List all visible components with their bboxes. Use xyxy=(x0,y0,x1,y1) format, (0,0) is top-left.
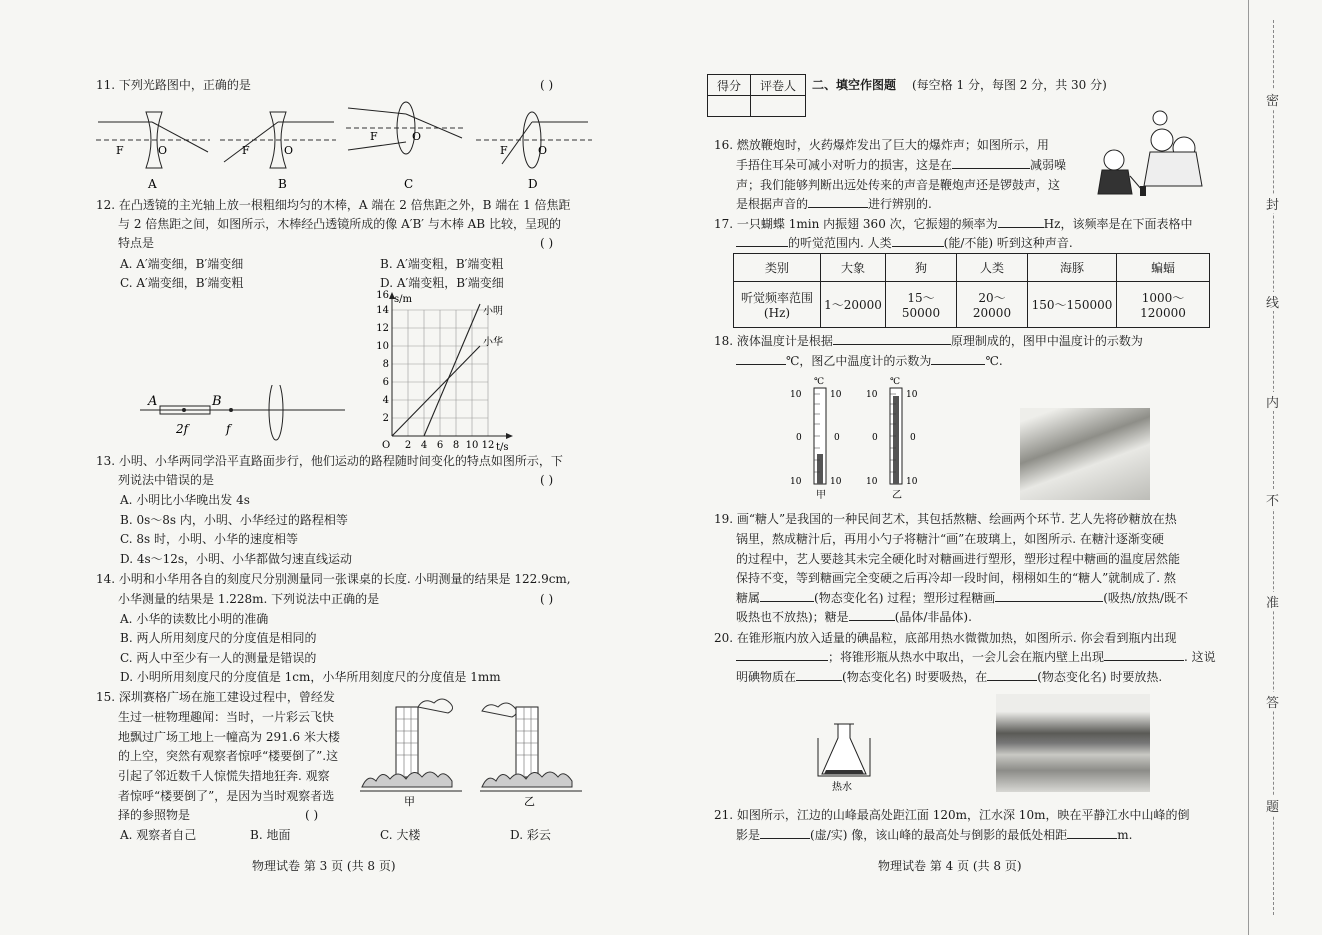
q16-line4-b: 进行辨别的. xyxy=(868,197,932,211)
q17-line1-b: Hz，该频率是在下面表格中 xyxy=(1043,217,1193,231)
ytick-16: 16 xyxy=(376,290,389,301)
graph-ylabel: s/m xyxy=(394,294,412,305)
q15-line7: 择的参照物是 xyxy=(118,808,191,822)
thermo-jia-mid-right: 0 xyxy=(834,433,840,443)
q17-blank-2[interactable] xyxy=(736,246,788,247)
q20-line3 xyxy=(736,668,1162,687)
seal-char-8: 题 xyxy=(1266,796,1279,815)
q21-line2-b: (虚/实) 像，该山峰的最高处与倒影的最低处相距 xyxy=(810,828,1068,842)
xtick-10: 10 xyxy=(465,440,479,451)
q20-line1: 20. 在锥形瓶内放入适量的碘晶粒，底部用热水微微加热，如图所示. 你会看到瓶内出现 xyxy=(714,631,1177,645)
q16-line2-a: 手捂住耳朵可减小对听力的损害，这是在 xyxy=(736,158,953,172)
q19-line1: 19. 画“糖人”是我国的一种民间艺术，其包括熬糖、绘画两个环节. 艺人先将砂糖放在热 xyxy=(714,512,1177,526)
seal-char-7: 答 xyxy=(1266,692,1279,711)
thermo-yi-mid-right: 0 xyxy=(910,433,916,443)
q17-line1 xyxy=(714,215,1192,234)
label-xiaoming: 小明 xyxy=(483,306,503,317)
q19-line5-b: (物态变化名) 过程；塑形过程糖画 xyxy=(814,591,996,605)
q18-line2-b: ℃. xyxy=(985,354,1003,368)
label-xiaohua: 小华 xyxy=(483,337,503,348)
q13-option-a: A. 小明比小华晚出发 4s xyxy=(120,493,250,507)
diagram-a-o-label: O xyxy=(158,144,168,157)
q21-line2 xyxy=(736,826,1132,845)
seal-line-strip xyxy=(1248,0,1322,935)
score-cell-label: 得分 xyxy=(708,75,751,96)
diagram-a xyxy=(96,112,210,191)
score-cell-blank[interactable] xyxy=(708,96,751,117)
xtick-8: 8 xyxy=(452,440,460,451)
q11-lens-diagrams xyxy=(90,100,600,195)
diagram-a-f-label: F xyxy=(116,144,124,157)
q13-option-d: D. 4s～12s，小明、小华都做匀速直线运动 xyxy=(120,552,353,566)
q18-line2-a: ℃，图乙中温度计的示数为 xyxy=(786,354,932,368)
q19-line2: 锅里，熬成糖汁后，再用小勺子将糖汁“画”在玻璃上，如图所示. 在糖汁逐渐变硬 xyxy=(736,532,1164,546)
freq-value-bat: 1000～120000 xyxy=(1117,282,1210,328)
q15-option-a: A. 观察者自己 xyxy=(120,828,197,842)
q20-blank-1[interactable] xyxy=(736,660,828,661)
q18-line1-b: 原理制成的，图甲中温度计的示数为 xyxy=(950,334,1143,348)
q19-line5 xyxy=(736,589,1188,608)
q17-line2-a: 的听觉范围内. 人类 xyxy=(788,236,892,250)
freq-header-category: 类别 xyxy=(734,254,821,282)
q16-line2-b: 减弱噪 xyxy=(1030,158,1067,172)
diagram-b xyxy=(220,112,336,191)
q18-blank-3[interactable] xyxy=(931,364,985,365)
q19-blank-3[interactable] xyxy=(849,620,895,621)
q15-paren: ( ) xyxy=(305,808,319,822)
q21-line2-a: 影是 xyxy=(736,828,761,842)
q12-line3: 特点是 xyxy=(118,236,155,250)
q17-blank-1[interactable] xyxy=(998,227,1044,228)
graph-xlabel: t/s xyxy=(496,442,509,452)
q21-blank-1[interactable] xyxy=(760,838,810,839)
q16-blank-1[interactable] xyxy=(952,168,1030,169)
q16-blank-2[interactable] xyxy=(808,207,868,208)
q20-blank-4[interactable] xyxy=(987,680,1037,681)
thermo-jia-unit: ℃ xyxy=(814,377,825,387)
q14-paren: ( ) xyxy=(540,592,554,606)
q20-line3-c: (物态变化名) 时要放热. xyxy=(1037,670,1163,684)
q20-line3-b: (物态变化名) 时要吸热，在 xyxy=(842,670,988,684)
thermo-jia-top-left: 10 xyxy=(790,390,802,400)
right-page-footer: 物理试卷 第 4 页 (共 8 页) xyxy=(878,859,1022,873)
thermo-jia-label: 甲 xyxy=(816,490,826,501)
rod-f-label: f xyxy=(226,422,231,436)
q12-rod-figure xyxy=(140,385,350,445)
thermo-jia-mid-left: 0 xyxy=(796,433,802,443)
q14-option-d: D. 小明所用刻度尺的分度值是 1cm，小华所用刻度尺的分度值是 1mm xyxy=(120,670,501,684)
q14-option-b: B. 两人所用刻度尺的分度值是相同的 xyxy=(120,631,317,645)
q15-line2: 生过一桩物理趣闻：当时，一片彩云飞快 xyxy=(118,710,335,724)
thermo-yi-top-left: 10 xyxy=(866,390,878,400)
q12-option-c: C. A′端变细，B′端变粗 xyxy=(120,276,244,290)
thermo-yi-bottom-right: 10 xyxy=(906,477,918,487)
q15-building-figures xyxy=(358,695,588,807)
diagram-c-o-label: O xyxy=(412,130,422,143)
thermometer-jia xyxy=(790,377,842,501)
xtick-2: 2 xyxy=(404,440,412,451)
diagram-b-label: B xyxy=(278,177,287,191)
thermo-jia-top-right: 10 xyxy=(830,390,842,400)
q17-line2 xyxy=(736,234,1073,253)
freq-row-label-2: (Hz) xyxy=(763,306,791,320)
freq-value-dolphin: 150～150000 xyxy=(1028,282,1117,328)
diagram-c xyxy=(346,102,464,191)
q19-line5-c: (吸热/放热/既不 xyxy=(1103,591,1188,605)
firecracker-illustration xyxy=(1090,100,1222,200)
q18-line1-a: 18. 液体温度计是根据 xyxy=(714,334,833,348)
freq-value-dog: 15～50000 xyxy=(886,282,957,328)
q16-line2 xyxy=(736,156,1066,175)
diagram-c-f-label: F xyxy=(370,130,378,143)
line-xiaoming xyxy=(424,304,480,436)
q19-line5-a: 糖属 xyxy=(736,591,761,605)
q13-st-graph xyxy=(370,290,520,452)
q13-option-b: B. 0s～8s 内，小明、小华经过的路程相等 xyxy=(120,513,348,527)
thermo-yi-top-right: 10 xyxy=(906,390,918,400)
thermo-yi-mid-left: 0 xyxy=(872,433,878,443)
q12-line2: 与 2 倍焦距之间，如图所示，木棒经凸透镜所成的像 A′B′ 与木棒 AB 比较，呈现的 xyxy=(118,217,561,231)
q18-line1 xyxy=(714,332,1143,351)
ytick-10: 10 xyxy=(376,341,389,352)
ytick-2: 2 xyxy=(382,413,389,424)
rod-a-label: A xyxy=(148,394,158,409)
thermo-jia-bottom-right: 10 xyxy=(830,477,842,487)
xtick-12: 12 xyxy=(481,440,495,451)
q12-option-d: D. A′端变粗，B′端变细 xyxy=(380,276,504,290)
q18-blank-1[interactable] xyxy=(833,344,951,345)
left-page-footer: 物理试卷 第 3 页 (共 8 页) xyxy=(252,859,396,873)
diagram-b-f-label: F xyxy=(242,144,250,157)
q15-line6: 者惊呼“楼要倒了”，是因为当时观察者选 xyxy=(118,789,335,803)
diagram-c-label: C xyxy=(404,177,414,191)
seal-char-5: 不 xyxy=(1266,490,1279,509)
q19-line6-a: 吸热也不放热)；糖是 xyxy=(736,610,849,624)
q15-line5: 引起了邻近数千人惊慌失措地狂奔. 观察 xyxy=(118,769,330,783)
section-title: 二、填空作图题 xyxy=(812,78,897,92)
q21-line1: 21. 如图所示，江边的山峰最高处距江面 120m，江水深 10m，映在平静江水中山峰的倒 xyxy=(714,808,1190,822)
thermo-yi-label: 乙 xyxy=(892,490,902,501)
thermometers xyxy=(786,374,936,502)
q16-line4-a: 是根据声音的 xyxy=(736,197,809,211)
seal-char-3: 线 xyxy=(1266,292,1279,311)
rod-2f-label: 2f xyxy=(176,422,189,436)
q18-blank-2[interactable] xyxy=(736,364,786,365)
seal-dashed-line xyxy=(1273,20,1275,915)
q15-option-b: B. 地面 xyxy=(250,828,291,842)
building-yi xyxy=(480,703,582,807)
q17-blank-3[interactable] xyxy=(892,246,944,247)
ytick-8: 8 xyxy=(382,359,389,370)
q12-paren: ( ) xyxy=(540,236,554,250)
sugar-painting-photo xyxy=(1020,408,1150,500)
q19-line6 xyxy=(736,608,972,627)
q16-line1: 16. 燃放鞭炮时，火药爆炸发出了巨大的爆炸声；如图所示，用 xyxy=(714,138,1049,152)
grader-cell-blank[interactable] xyxy=(751,96,806,117)
q16-line4 xyxy=(736,195,932,214)
q11-paren: ( ) xyxy=(540,78,554,92)
xtick-4: 4 xyxy=(420,440,428,451)
q13-line2: 列说法中错误的是 xyxy=(118,473,215,487)
freq-header-human: 人类 xyxy=(957,254,1028,282)
q14-line2: 小华测量的结果是 1.228m. 下列说法中正确的是 xyxy=(118,592,380,606)
q19-blank-1[interactable] xyxy=(760,601,814,602)
flask-figure xyxy=(812,720,878,798)
diagram-d-f-label: F xyxy=(500,144,508,157)
q18-line2 xyxy=(736,352,1003,371)
seal-char-4: 内 xyxy=(1266,392,1279,411)
thermometer-yi xyxy=(866,377,918,501)
q12-option-a: A. A′端变细，B′端变细 xyxy=(120,257,244,271)
thermo-jia-bottom-left: 10 xyxy=(790,477,802,487)
freq-header-dog: 狗 xyxy=(886,254,957,282)
q19-line6-b: (晶体/非晶体). xyxy=(894,610,972,624)
ytick-14: 14 xyxy=(376,305,389,316)
q12-option-b: B. A′端变粗，B′端变粗 xyxy=(380,257,504,271)
seal-char-1: 密 xyxy=(1266,90,1279,109)
q13-paren: ( ) xyxy=(540,473,554,487)
q21-blank-2[interactable] xyxy=(1067,838,1117,839)
mountain-reflection-photo xyxy=(996,694,1150,792)
line-xiaohua xyxy=(392,346,480,436)
fig-label-jia: 甲 xyxy=(404,795,415,807)
ytick-12: 12 xyxy=(376,323,389,334)
q17-line1-a: 17. 一只蝴蝶 1min 内振翅 360 次，它振翅的频率为 xyxy=(714,217,998,231)
q14-option-c: C. 两人中至少有一人的测量是错误的 xyxy=(120,651,317,665)
q12-line1: 12. 在凸透镜的主光轴上放一根粗细均匀的木棒，A 端在 2 倍焦距之外，B 端在 1 倍焦距 xyxy=(96,198,571,212)
q20-line2-a: ；将锥形瓶从热水中取出，一会儿会在瓶内壁上出现 xyxy=(828,650,1105,664)
section-note: (每空格 1 分，每图 2 分，共 30 分) xyxy=(912,78,1107,92)
building-jia xyxy=(360,699,462,807)
q20-line2 xyxy=(736,648,1216,667)
q19-line3: 的过程中，艺人要趁其未完全硬化时对糖画进行塑形，塑形过程中糖画的温度居然能 xyxy=(736,552,1181,566)
diagram-b-o-label: O xyxy=(284,144,294,157)
q13-line1: 13. 小明、小华两同学沿平直路面步行，他们运动的路程随时间变化的特点如图所示，下 xyxy=(96,454,563,468)
graph-origin: O xyxy=(382,440,391,451)
freq-header-dolphin: 海豚 xyxy=(1028,254,1117,282)
left-page xyxy=(0,0,640,935)
diagram-d-o-label: O xyxy=(538,144,548,157)
grader-cell-label: 评卷人 xyxy=(751,75,806,96)
xtick-6: 6 xyxy=(436,440,444,451)
q17-line2-b: (能/不能) 听到这种声音. xyxy=(943,236,1073,250)
diagram-d-label: D xyxy=(528,177,538,191)
hearing-frequency-table xyxy=(733,253,1210,328)
diagram-a-label: A xyxy=(148,177,157,191)
q14-line1: 14. 小明和小华用各自的刻度尺分别测量同一张课桌的长度. 小明测量的结果是 122.9cm, xyxy=(96,572,571,586)
thermo-yi-unit: ℃ xyxy=(890,377,901,387)
q15-line1: 15. 深圳赛格广场在施工建设过程中，曾经发 xyxy=(96,690,335,704)
q20-blank-3[interactable] xyxy=(796,680,842,681)
freq-value-elephant: 1～20000 xyxy=(821,282,886,328)
q13-option-c: C. 8s 时，小明、小华的速度相等 xyxy=(120,532,298,546)
freq-header-bat: 蝙蝠 xyxy=(1117,254,1210,282)
q21-line2-c: m. xyxy=(1117,828,1133,842)
rod-b-label: B xyxy=(212,394,222,409)
q20-line3-a: 明碘物质在 xyxy=(736,670,797,684)
freq-header-elephant: 大象 xyxy=(821,254,886,282)
q15-option-d: D. 彩云 xyxy=(510,828,551,842)
q19-blank-2[interactable] xyxy=(995,601,1103,602)
thermo-yi-bottom-left: 10 xyxy=(866,477,878,487)
q20-line2-b: . 这说 xyxy=(1184,650,1216,664)
flask-label-hot-water: 热水 xyxy=(832,782,852,793)
freq-row-label xyxy=(734,282,821,328)
fig-label-yi: 乙 xyxy=(524,795,535,807)
q19-line4: 保持不变，等到糖画完全变硬之后再冷却一段时间，栩栩如生的“糖人”就制成了. 熬 xyxy=(736,571,1176,585)
ytick-6: 6 xyxy=(382,377,389,388)
q14-option-a: A. 小华的读数比小明的准确 xyxy=(120,612,269,626)
diagram-d xyxy=(476,112,592,191)
score-table xyxy=(707,74,806,117)
ytick-4: 4 xyxy=(382,395,389,406)
freq-row-label-1: 听觉频率范围 xyxy=(740,291,813,305)
q16-line3: 声；我们能够判断出远处传来的声音是鞭炮声还是锣鼓声，这 xyxy=(736,178,1061,192)
q15-option-c: C. 大楼 xyxy=(380,828,421,842)
q15-line3: 地飘过广场工地上一幢高为 291.6 米大楼 xyxy=(118,730,340,744)
seal-char-6: 准 xyxy=(1266,592,1279,611)
q20-blank-2[interactable] xyxy=(1104,660,1184,661)
seal-char-2: 封 xyxy=(1266,194,1279,213)
freq-value-human: 20～20000 xyxy=(957,282,1028,328)
q15-line4: 的上空，突然有观察者惊呼“楼要倒了”.这 xyxy=(118,749,339,763)
q11-stem: 11. 下列光路图中，正确的是 xyxy=(96,78,251,92)
